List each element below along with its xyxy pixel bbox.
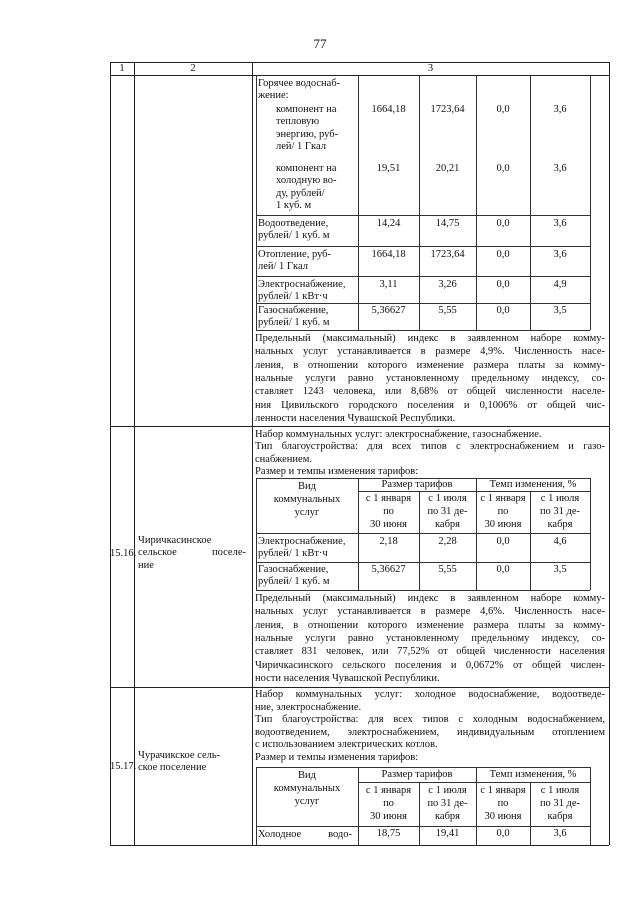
table-head-period: кабря: [547, 811, 573, 822]
row-number: 15.16.: [110, 548, 137, 559]
tariff-value: 0,0: [496, 279, 510, 290]
limit-index-text: Предельный (максимальный) индекс в заявленном наборе комму-: [255, 333, 605, 344]
table-head-period: с 1 января: [480, 785, 526, 796]
service-label: Электроснабжение,: [258, 279, 346, 290]
col-divider-2: [252, 62, 253, 845]
table-head-rate: Темп изменения, %: [489, 479, 577, 490]
settlement-name: сельское поселе-: [138, 547, 246, 559]
limit-index-text: ности населения Чувашской Республики.: [255, 672, 440, 684]
table-head-period: кабря: [434, 519, 461, 530]
table-head-period: по 31 де-: [539, 506, 581, 517]
limit-index-text: ления, в отношении которого изменение размера платы за комму-: [255, 619, 605, 631]
service-label: лей/ 1 Гкал: [276, 141, 326, 153]
limit-index-text: нальные услуги равно установленному предельному индексу, со-: [255, 632, 605, 644]
table-head-period: по 31 де-: [427, 798, 468, 809]
tariff-value: 0,0: [496, 828, 510, 839]
intro-text: Размер и темпы изменения тарифов:: [255, 752, 419, 763]
tariff-value: 19,51: [376, 163, 401, 174]
settlement-name: Чиричкасинское: [138, 535, 212, 546]
tariff-value: 5,36627: [371, 305, 406, 316]
limit-index-text: ния Цивильского городского поселения и 0,1006% от общей чис-: [255, 399, 605, 411]
inner-right: [590, 478, 591, 590]
tariff-value: 4,9: [553, 279, 567, 290]
tariff-value: 1723,64: [430, 104, 465, 115]
table-head-period: по 31 де-: [539, 798, 581, 809]
tariff-value: 0,0: [496, 536, 510, 547]
limit-index-text: нальных услуг устанавливается в размере 4,9%. Численность насе-: [255, 346, 605, 358]
service-label: Газоснабжение,: [258, 305, 329, 316]
intro-text: Набор коммунальных услуг: электроснабжение, газоснабжение.: [255, 429, 542, 440]
tariff-value: 18,75: [376, 828, 401, 839]
limit-index-text: нальных услуг устанавливается в размере 4,6%. Численность насе-: [255, 606, 605, 618]
table-head-period: по: [383, 798, 394, 809]
service-label: Горячее водоснаб-: [258, 78, 341, 89]
inner-row-border: [256, 590, 590, 591]
tariff-value: 5,55: [438, 305, 457, 316]
limit-index-text: Предельный (максимальный) индекс в заявленном наборе комму-: [255, 593, 605, 604]
table-head-period: кабря: [434, 811, 461, 822]
service-label: Водоотведение,: [258, 218, 329, 229]
intro-text: Тип благоустройства: для всех типов с холодным водоснабжением,: [255, 714, 605, 726]
table-right-border: [609, 62, 610, 845]
inner-row-border: [256, 330, 590, 331]
table-head-kind: коммунальных: [273, 494, 341, 505]
service-label: холодную во-: [276, 175, 337, 187]
limit-index-text: Чиричкасинского сельского поселения и 0,0672% от общей числен-: [255, 659, 605, 671]
inner-row-border: [256, 246, 590, 247]
table-head-period: с 1 января: [480, 493, 526, 504]
table-left-border: [110, 62, 111, 845]
tariff-value: 0,0: [496, 249, 510, 260]
service-label: рублей/ 1 кВт·ч: [258, 548, 328, 560]
table-head-size: Размер тарифов: [381, 769, 453, 780]
table-head-kind: коммунальных: [273, 783, 341, 794]
service-label: компонент на: [276, 163, 337, 174]
page-number: 77: [313, 36, 327, 51]
col-divider-1: [134, 62, 135, 845]
service-label: тепловую: [276, 116, 320, 128]
settlement-name: ние: [138, 559, 154, 571]
table-head-period: с 1 июля: [428, 493, 467, 504]
service-label: рублей/ 1 кВт·ч: [258, 291, 328, 303]
table-head-kind: услуг: [294, 507, 320, 518]
intro-text: с использованием электрических котлов.: [255, 739, 438, 751]
intro-text: Тип благоустройства: для всех типов с электроснабжением и газо-: [255, 441, 605, 453]
tariff-value: 3,6: [553, 828, 567, 839]
service-label: лей/ 1 Гкал: [258, 261, 308, 273]
table-head-period: по 31 де-: [427, 506, 468, 517]
tariff-value: 3,5: [553, 564, 567, 575]
inner-row-border: [256, 767, 590, 768]
service-label: компонент на: [276, 104, 337, 115]
tariff-value: 3,5: [553, 305, 567, 316]
tariff-value: 0,0: [496, 104, 510, 115]
inner-row-border: [256, 276, 590, 277]
table-head-period: с 1 июля: [540, 493, 580, 504]
service-label: рублей/ 1 куб. м: [258, 317, 330, 329]
inner-right: [590, 767, 591, 845]
limit-index-text: ленности населения Чувашской Республики.: [255, 412, 456, 424]
tariff-value: 3,11: [379, 279, 398, 290]
table-head-kind: Вид: [298, 481, 316, 492]
service-label: рублей/ 1 куб. м: [258, 230, 330, 242]
limit-index-text: ставляет 1243 человека, или 8,68% от общей численности населе-: [255, 386, 605, 398]
tariff-value: 19,41: [435, 828, 460, 839]
tariff-value: 2,28: [438, 536, 457, 547]
table-head-period: 30 июня: [484, 519, 522, 530]
tariff-value: 3,6: [553, 163, 567, 174]
table-head-rate: Темп изменения, %: [489, 769, 577, 780]
tariff-value: 0,0: [496, 218, 510, 229]
tariff-value: 3,6: [553, 249, 567, 260]
inner-subhead-border: [358, 491, 590, 492]
table-head-period: 30 июня: [484, 811, 522, 822]
table-head-size: Размер тарифов: [381, 479, 453, 490]
tariff-value: 14,75: [435, 218, 460, 229]
table-head-period: кабря: [547, 519, 573, 530]
tariff-value: 4,6: [553, 536, 567, 547]
header-col-2: 2: [190, 63, 196, 74]
table-head-period: с 1 июля: [540, 785, 580, 796]
table-head-period: по: [383, 506, 394, 517]
tariff-value: 5,55: [438, 564, 457, 575]
inner-row-border: [256, 533, 590, 534]
tariff-value: 1664,18: [371, 104, 406, 115]
tariff-value: 3,6: [553, 218, 567, 229]
service-label: 1 куб. м: [276, 200, 312, 212]
service-label: энергию, руб-: [276, 128, 339, 140]
row-border: [110, 426, 609, 427]
service-label: Холодное водо-: [258, 829, 352, 840]
tariff-value: 20,21: [435, 163, 460, 174]
tariff-value: 1723,64: [430, 249, 465, 260]
inner-row-border: [256, 562, 590, 563]
limit-index-text: ления, в отношении которого изменение размера платы за комму-: [255, 359, 605, 371]
inner-subhead-border: [358, 782, 590, 783]
table-head-period: с 1 января: [365, 785, 412, 796]
tariff-value: 2,18: [379, 536, 398, 547]
intro-text: водоотведением, электроснабжением, индивидуальным отоплением: [255, 726, 605, 738]
tariff-value: 14,24: [376, 218, 401, 229]
tariff-value: 0,0: [496, 163, 510, 174]
tariff-value: 0,0: [496, 305, 510, 316]
settlement-name: Чурачикское сель-: [138, 750, 221, 761]
table-head-period: по: [497, 798, 509, 809]
table-head-period: 30 июня: [369, 519, 408, 530]
table-head-kind: Вид: [298, 770, 316, 781]
inner-row-border: [256, 826, 590, 827]
intro-text: снабжением.: [255, 453, 312, 465]
tariff-value: 5,36627: [371, 564, 406, 575]
table-head-kind: услуг: [294, 796, 320, 807]
service-label: рублей/ 1 куб. м: [258, 576, 330, 588]
table-head-period: с 1 июля: [428, 785, 467, 796]
table-head-period: с 1 января: [365, 493, 412, 504]
service-label: Электроснабжение,: [258, 536, 346, 547]
table-bottom-border: [110, 845, 609, 846]
inner-left: [256, 75, 257, 330]
service-label: ду, рублей/: [276, 187, 325, 199]
header-bottom-border: [110, 75, 609, 76]
service-label: жение:: [258, 90, 289, 102]
limit-index-text: нальные услуги равно установленному предельному индексу, со-: [255, 372, 605, 384]
inner-right: [590, 75, 591, 330]
table-head-period: по: [497, 506, 509, 517]
row-number: 15.17.: [110, 761, 137, 772]
tariff-value: 1664,18: [371, 249, 406, 260]
tariff-value: 3,26: [438, 279, 457, 290]
header-col-1: 1: [119, 63, 125, 74]
tariff-value: 0,0: [496, 564, 510, 575]
row-border: [110, 687, 609, 688]
inner-row-border: [256, 215, 590, 216]
settlement-name: ское поселение: [138, 762, 207, 774]
header-col-3: 3: [427, 63, 434, 74]
limit-index-text: ставляет 831 человек, или 77,52% от общей численности населения: [255, 646, 605, 658]
intro-text: Размер и темпы изменения тарифов:: [255, 465, 419, 477]
intro-text: Набор коммунальных услуг: холодное водоснабжение, водоотведе-: [255, 689, 605, 700]
service-label: Газоснабжение,: [258, 564, 329, 575]
table-head-period: 30 июня: [369, 811, 408, 822]
intro-text: ние, электроснабжение.: [255, 701, 362, 713]
tariff-value: 3,6: [553, 104, 567, 115]
service-label: Отопление, руб-: [258, 249, 332, 260]
